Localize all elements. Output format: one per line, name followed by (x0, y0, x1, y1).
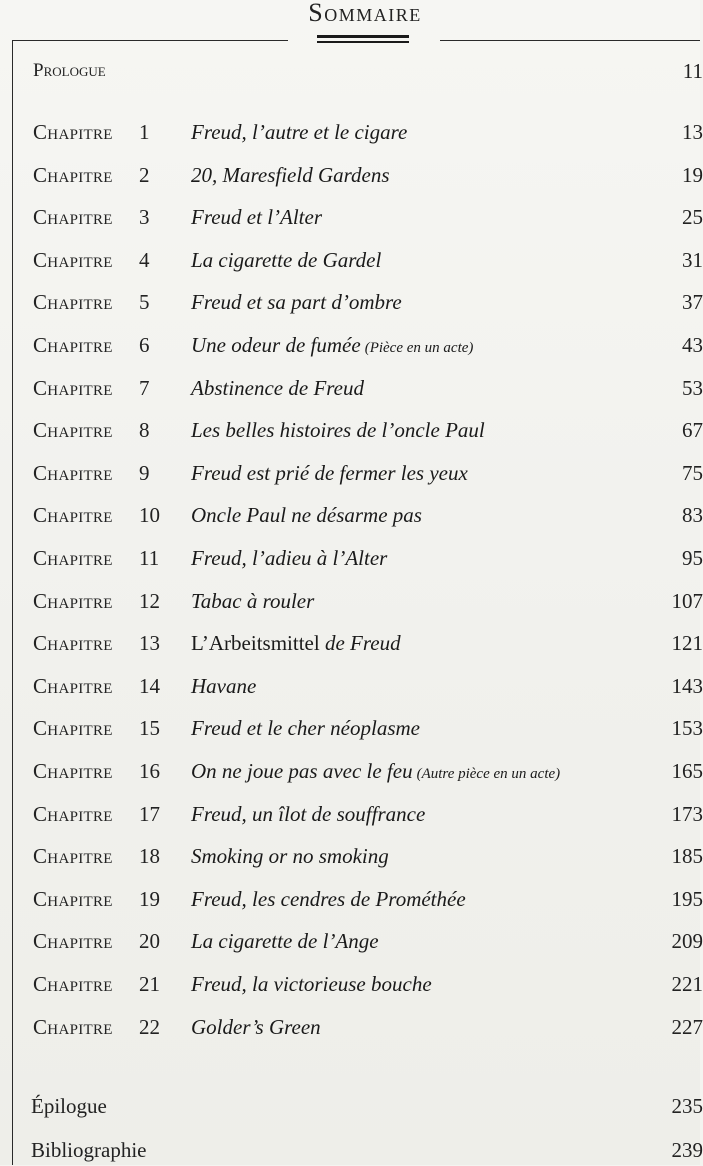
chapter-label: Chapitre (33, 414, 113, 446)
chapter-title-text: Tabac à rouler (191, 589, 314, 613)
chapter-label: Chapitre (33, 286, 113, 318)
chapter-number: 22 (139, 1011, 160, 1043)
chapter-page: 75 (682, 457, 703, 489)
chapter-title (191, 585, 314, 617)
toc-row-chapter (0, 585, 700, 617)
toc-row-chapter (0, 542, 700, 574)
chapter-label: Chapitre (33, 670, 113, 702)
chapter-page: 25 (682, 201, 703, 233)
chapter-title-text: Les belles histoires de l’oncle Paul (191, 418, 485, 442)
chapter-note: (Autre pièce en un acte) (417, 766, 561, 782)
epilogue-page: 235 (672, 1090, 703, 1122)
chapter-title-text: de Freud (325, 631, 401, 655)
chapter-number: 13 (139, 627, 160, 659)
chapter-number: 5 (139, 286, 150, 318)
toc-row-bibliography (0, 1134, 700, 1166)
chapter-page: 53 (682, 372, 703, 404)
chapter-title-prefix: L’Arbeitsmittel (191, 631, 320, 655)
bibliography-page: 239 (672, 1134, 703, 1166)
chapter-page: 31 (682, 244, 703, 276)
chapter-title-text: Freud, un îlot de souffrance (191, 802, 425, 826)
page-title: Sommaire (285, 0, 445, 26)
chapter-label: Chapitre (33, 1011, 113, 1043)
chapter-number: 17 (139, 798, 160, 830)
toc-row-chapter (0, 286, 700, 318)
chapter-title (191, 670, 256, 702)
chapter-page: 227 (672, 1011, 703, 1043)
chapter-label: Chapitre (33, 627, 113, 659)
chapter-label: Chapitre (33, 712, 113, 744)
toc-row-chapter (0, 244, 700, 276)
chapter-label: Chapitre (33, 244, 113, 276)
chapter-label: Chapitre (33, 542, 113, 574)
chapter-title (191, 201, 322, 233)
chapter-label: Chapitre (33, 329, 113, 361)
chapter-number: 18 (139, 840, 160, 872)
chapter-title (191, 244, 381, 276)
chapter-label: Chapitre (33, 159, 113, 191)
chapter-title-text: Havane (191, 674, 256, 698)
chapter-page: 13 (682, 116, 703, 148)
chapter-title (191, 925, 379, 957)
toc-row-chapter (0, 499, 700, 531)
chapter-title (191, 755, 560, 790)
chapter-title-text: La cigarette de l’Ange (191, 929, 379, 953)
bibliography-label: Bibliographie (31, 1134, 146, 1166)
chapter-title (191, 329, 473, 364)
chapter-title (191, 457, 468, 489)
toc-row-prologue (0, 55, 700, 87)
chapter-label: Chapitre (33, 883, 113, 915)
chapter-label: Chapitre (33, 457, 113, 489)
chapter-title-text: Oncle Paul ne désarme pas (191, 503, 422, 527)
chapter-number: 8 (139, 414, 150, 446)
chapter-label: Chapitre (33, 201, 113, 233)
toc-row-chapter (0, 414, 700, 446)
chapter-title (191, 712, 420, 744)
chapter-page: 67 (682, 414, 703, 446)
chapter-title (191, 883, 466, 915)
chapter-title (191, 372, 364, 404)
chapter-page: 121 (672, 627, 703, 659)
chapter-title-text: Freud et sa part d’ombre (191, 290, 402, 314)
chapter-number: 11 (139, 542, 159, 574)
chapter-page: 95 (682, 542, 703, 574)
chapter-page: 153 (672, 712, 703, 744)
toc-row-chapter (0, 798, 700, 830)
toc-row-chapter (0, 116, 700, 148)
chapter-title (191, 286, 402, 318)
toc-row-chapter (0, 883, 700, 915)
chapter-number: 14 (139, 670, 160, 702)
title-underline-thin (317, 41, 409, 43)
chapter-page: 165 (672, 755, 703, 787)
chapter-label: Chapitre (33, 968, 113, 1000)
chapter-title-text: Une odeur de fumée (191, 333, 361, 357)
chapter-title (191, 499, 422, 531)
toc-row-chapter (0, 457, 700, 489)
chapter-title (191, 627, 401, 659)
toc-row-chapter (0, 159, 700, 191)
chapter-title (191, 840, 389, 872)
toc-row-chapter (0, 627, 700, 659)
chapter-title-text: Freud, la victorieuse bouche (191, 972, 432, 996)
chapter-page: 107 (672, 585, 703, 617)
chapter-number: 9 (139, 457, 150, 489)
chapter-page: 195 (672, 883, 703, 915)
chapter-title-text: Abstinence de Freud (191, 376, 364, 400)
chapter-title (191, 798, 425, 830)
chapter-page: 19 (682, 159, 703, 191)
chapter-number: 20 (139, 925, 160, 957)
chapter-page: 221 (672, 968, 703, 1000)
chapter-label: Chapitre (33, 925, 113, 957)
toc-row-chapter (0, 925, 700, 957)
chapter-page: 83 (682, 499, 703, 531)
chapter-title-text: Freud, l’autre et le cigare (191, 120, 407, 144)
chapter-page: 37 (682, 286, 703, 318)
frame-top-rule-left (12, 40, 288, 41)
toc-row-chapter (0, 201, 700, 233)
chapter-number: 4 (139, 244, 150, 276)
chapter-title-text: Freud et le cher néoplasme (191, 716, 420, 740)
chapter-note: (Pièce en un acte) (365, 340, 474, 356)
chapter-number: 15 (139, 712, 160, 744)
chapter-title-text: 20, Maresfield Gardens (191, 163, 390, 187)
chapter-label: Chapitre (33, 116, 113, 148)
chapter-number: 19 (139, 883, 160, 915)
chapter-number: 2 (139, 159, 150, 191)
chapter-number: 3 (139, 201, 150, 233)
chapter-label: Chapitre (33, 840, 113, 872)
title-underline-thick (317, 35, 409, 38)
toc-row-chapter (0, 712, 700, 744)
chapter-title (191, 414, 485, 446)
chapter-title (191, 116, 407, 148)
chapter-title (191, 159, 390, 191)
toc-row-chapter (0, 840, 700, 872)
chapter-page: 43 (682, 329, 703, 361)
chapter-title-text: Freud et l’Alter (191, 205, 322, 229)
chapter-title (191, 542, 387, 574)
chapter-title-text: On ne joue pas avec le feu (191, 759, 413, 783)
chapter-title-text: Freud, l’adieu à l’Alter (191, 546, 387, 570)
chapter-number: 6 (139, 329, 150, 361)
epilogue-label: Épilogue (31, 1090, 107, 1122)
chapter-title-text: Golder’s Green (191, 1015, 321, 1039)
chapter-number: 7 (139, 372, 150, 404)
chapter-page: 185 (672, 840, 703, 872)
chapter-title (191, 968, 432, 1000)
chapter-title (191, 1011, 321, 1043)
toc-row-chapter (0, 670, 700, 702)
toc-row-epilogue (0, 1090, 700, 1122)
chapter-number: 10 (139, 499, 160, 531)
chapter-number: 21 (139, 968, 160, 1000)
chapter-label: Chapitre (33, 372, 113, 404)
chapter-number: 16 (139, 755, 160, 787)
prologue-page: 11 (683, 55, 703, 87)
chapter-title-text: Freud, les cendres de Prométhée (191, 887, 466, 911)
chapter-label: Chapitre (33, 585, 113, 617)
chapter-label: Chapitre (33, 798, 113, 830)
toc-row-chapter (0, 755, 700, 787)
frame-top-rule-right (440, 40, 700, 41)
chapter-title-text: La cigarette de Gardel (191, 248, 381, 272)
chapter-label: Chapitre (33, 755, 113, 787)
chapter-label: Chapitre (33, 499, 113, 531)
toc-row-chapter (0, 1011, 700, 1043)
chapter-page: 209 (672, 925, 703, 957)
prologue-label: Prologue (33, 55, 106, 87)
chapter-page: 143 (672, 670, 703, 702)
toc-row-chapter (0, 329, 700, 361)
chapter-number: 12 (139, 585, 160, 617)
chapter-title-text: Freud est prié de fermer les yeux (191, 461, 468, 485)
chapter-number: 1 (139, 116, 150, 148)
toc-row-chapter (0, 372, 700, 404)
chapter-title-text: Smoking or no smoking (191, 844, 389, 868)
chapter-page: 173 (672, 798, 703, 830)
toc-row-chapter (0, 968, 700, 1000)
